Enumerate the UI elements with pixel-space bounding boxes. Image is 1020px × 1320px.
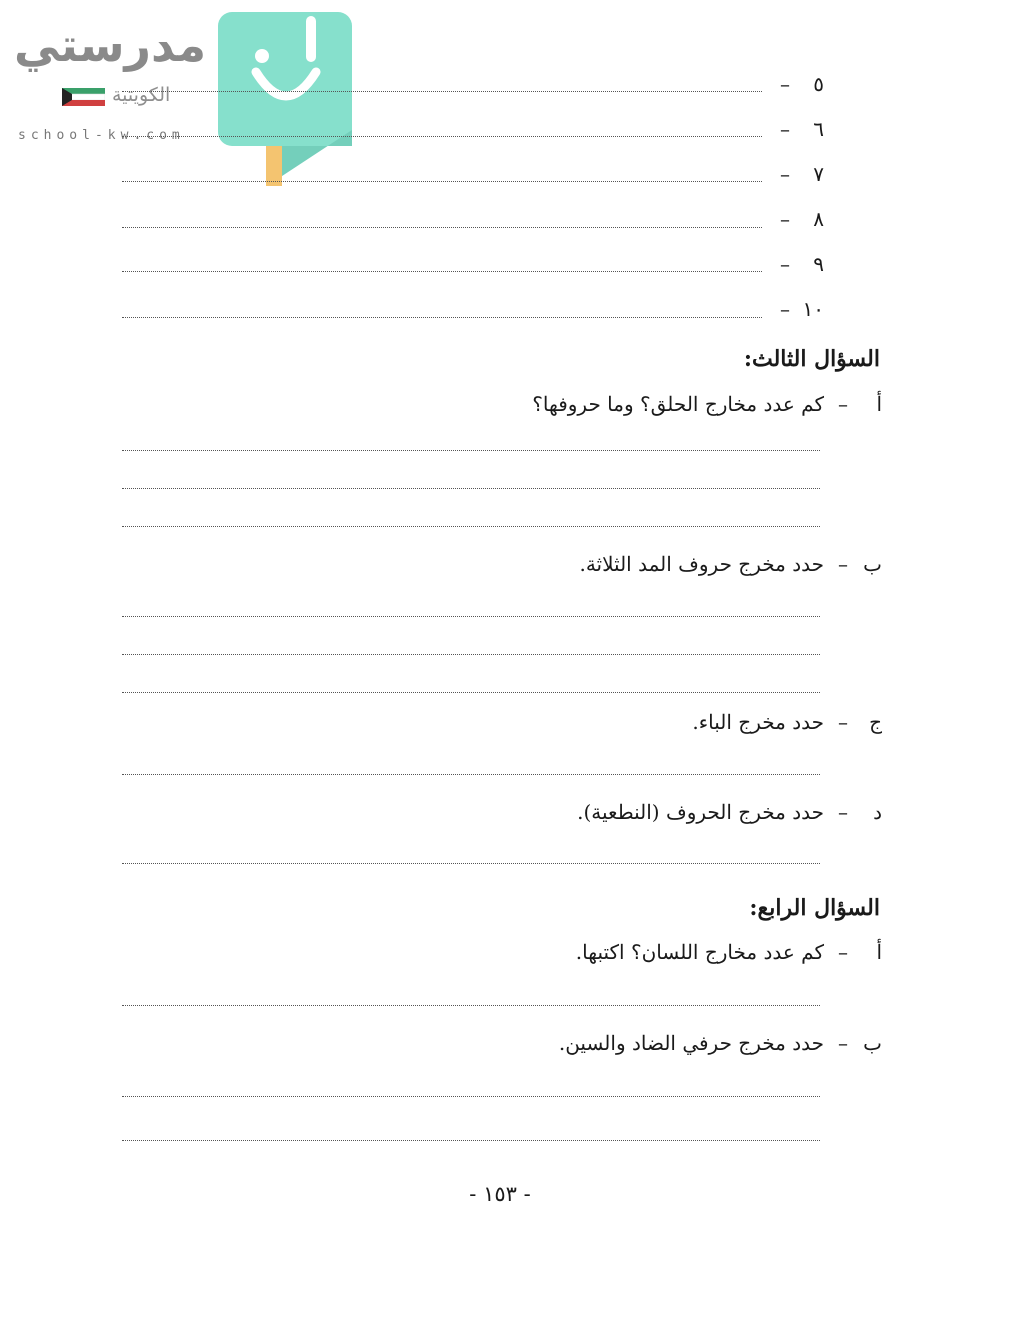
dash: – <box>780 297 790 321</box>
dash: – <box>780 72 790 96</box>
item-letter: ب <box>863 1031 882 1055</box>
answer-line <box>122 1140 820 1141</box>
answer-line <box>122 1096 820 1097</box>
question-4-title: السؤال الرابع: <box>749 895 880 921</box>
answer-line <box>122 271 762 272</box>
dash: – <box>838 552 848 576</box>
answer-number: ٧ <box>813 162 824 186</box>
answer-line <box>122 227 762 228</box>
answer-number: ٥ <box>813 72 824 96</box>
item-text: حدد مخرج الحروف (النطعية). <box>577 800 824 824</box>
dash: – <box>838 1031 848 1055</box>
answer-number: ٦ <box>813 117 824 141</box>
answer-line <box>122 91 762 92</box>
logo-url-text: school-kw.com <box>18 128 185 143</box>
answer-number: ٩ <box>813 252 824 276</box>
answer-line <box>122 1005 820 1006</box>
item-letter: ج <box>869 710 882 734</box>
answer-line <box>122 317 762 318</box>
question-3-title: السؤال الثالث: <box>743 346 880 372</box>
item-text: كم عدد مخارج الحلق؟ وما حروفها؟ <box>532 392 824 416</box>
answer-line <box>122 616 820 617</box>
item-text: حدد مخرج حرفي الضاد والسين. <box>558 1031 824 1055</box>
dash: – <box>780 252 790 276</box>
answer-number: ١٠ <box>802 297 824 321</box>
dash: – <box>838 940 848 964</box>
item-text: كم عدد مخارج اللسان؟ اكتبها. <box>575 940 824 964</box>
answer-line <box>122 526 820 527</box>
popsicle-logo-icon <box>216 10 356 190</box>
answer-line <box>122 692 820 693</box>
answer-line <box>122 181 762 182</box>
logo-brand-text: مدرستي <box>14 18 207 72</box>
item-text: حدد مخرج الباء. <box>692 710 824 734</box>
dash: – <box>780 162 790 186</box>
kuwait-flag-icon <box>62 88 105 106</box>
answer-line <box>122 136 762 137</box>
item-letter: د <box>873 800 882 824</box>
item-letter: أ <box>876 940 882 964</box>
answer-number: ٨ <box>813 207 824 231</box>
answer-line <box>122 450 820 451</box>
answer-line <box>122 654 820 655</box>
dash: – <box>780 117 790 141</box>
answer-line <box>122 774 820 775</box>
dash: – <box>838 800 848 824</box>
answer-line <box>122 863 820 864</box>
item-text: حدد مخرج حروف المد الثلاثة. <box>579 552 824 576</box>
answer-line <box>122 488 820 489</box>
item-letter: أ <box>876 392 882 416</box>
item-letter: ب <box>863 552 882 576</box>
page-number: - ١٥٣ - <box>469 1182 531 1206</box>
dash: – <box>780 207 790 231</box>
logo-country-text: الكويتية <box>112 84 171 106</box>
dash: – <box>838 392 848 416</box>
dash: – <box>838 710 848 734</box>
